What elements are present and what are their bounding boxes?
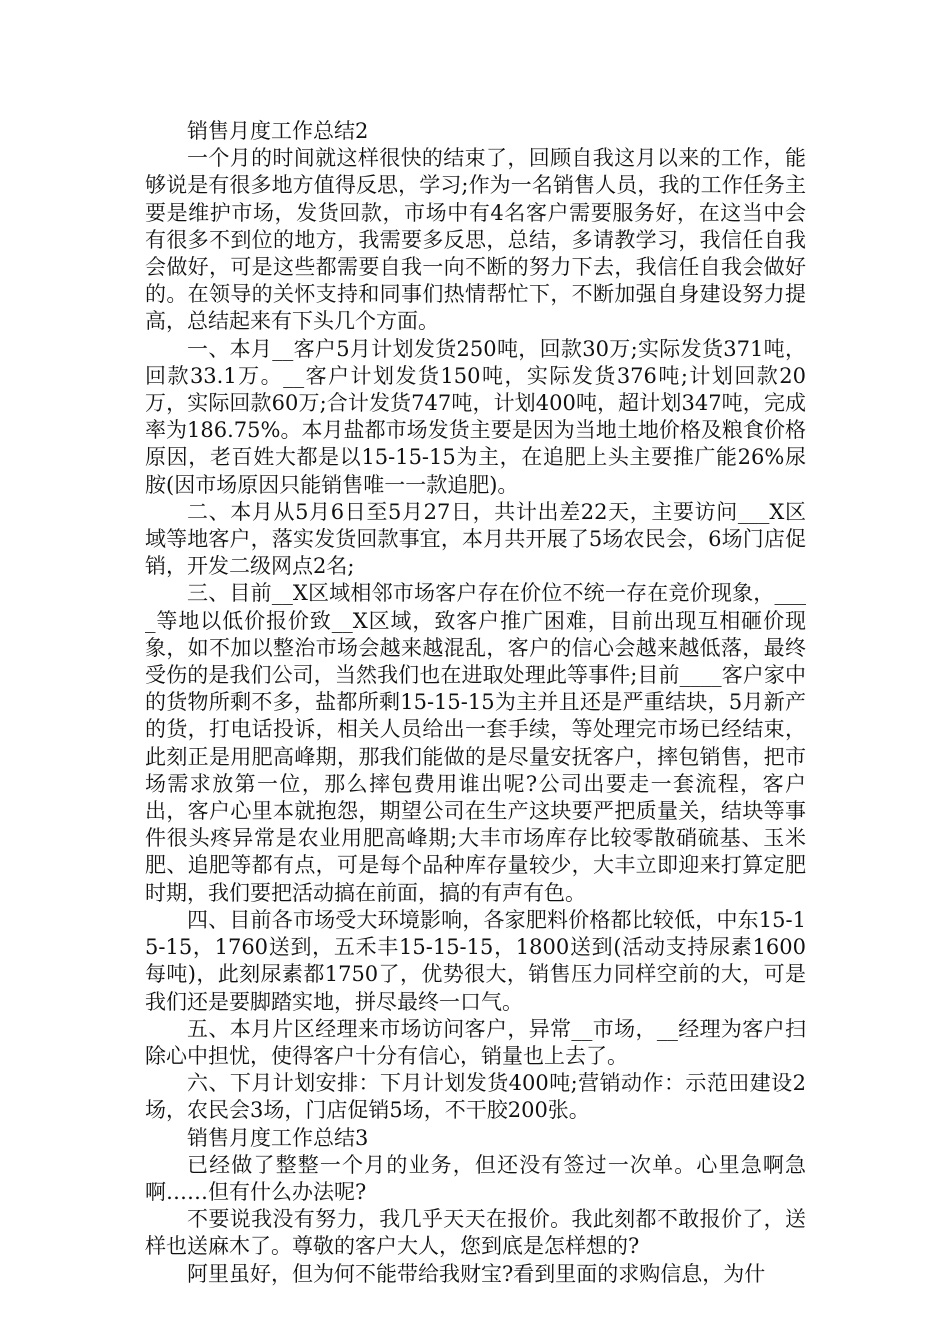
section-title: 销售月度工作总结2 bbox=[187, 119, 369, 143]
paragraph-item-5: 五、本月片区经理来市场访问客户，异常__市场，__经理为客户扫除心中担忧，使得客户十分有信心，销量也上去了。 bbox=[145, 1016, 806, 1068]
document-page bbox=[145, 118, 806, 1288]
paragraph: 阿里虽好，但为何不能带给我财宝?看到里面的求购信息，为什 bbox=[187, 1261, 766, 1286]
paragraph: 已经做了整整一个月的业务，但还没有签过一次单。心里急啊急啊……但有什么办法呢? bbox=[145, 1152, 806, 1204]
paragraph-item-6: 六、下月计划安排：下月计划发货400吨;营销动作：示范田建设2场，农民会3场，门店促销5场，不干胶200张。 bbox=[145, 1071, 806, 1123]
paragraph-item-1: 一、本月__客户5月计划发货250吨，回款30万;实际发货371吨，回款33.1万。__客户计划发货150吨，实际发货376吨;计划回款20万，实际回款60万;合计发货747吨，计划400吨，超计划347吨，完成率为186.75%。本月盐都市场发货主要是因为当地土地价格及粮食价格原因，老百姓大都是以15-15-15为主，在追肥上头主要推广能26%尿胺(因市场原因只能销售唯一一款追肥)。 bbox=[145, 336, 806, 497]
paragraph-item-4: 四、目前各市场受大环境影响，各家肥料价格都比较低，中东15-15-15，1760送到，五禾丰15-15-15，1800送到(活动支持尿素1600每吨)，此刻尿素都1750了，优势很大，销售压力同样空前的大，可是我们还是要脚踏实地，拼尽最终一口气。 bbox=[145, 907, 806, 1014]
section-title: 销售月度工作总结3 bbox=[187, 1125, 369, 1150]
paragraph-item-2: 二、本月从5月6日至5月27日，共计出差22天，主要访问___X区域等地客户，落实发货回款事宜，本月共开展了5场农民会，6场门店促销，开发二级网点2名; bbox=[145, 499, 806, 579]
section-summary-2 bbox=[145, 118, 806, 1125]
paragraph-item-3: 三、目前__X区域相邻市场客户存在价位不统一存在竞价现象，____等地以低价报价致__X区域，致客户推广困难，目前出现互相砸价现象，如不加以整治市场会越来越混乱，客户的信心会越来越低落，最终受伤的是我们公司，当然我们也在进取处理此等事件;目前____客户家中的货物所剩不多，盐都所剩15-15-15为主并且还是严重结块，5月新产的货，打电话投诉，相关人员给出一套手续，等处理完市场已经结束，此刻正是用肥高峰期，那我们能做的是尽量安抚客户，摔包销售，把市场需求放第一位，那么摔包费用谁出呢?公司出要走一套流程，客户出，客户心里本就抱怨，期望公司在生产这块要严把质量关，结块等事件很头疼异常是农业用肥高峰期;大丰市场库存比较零散硝硫基、玉米肥、追肥等都有点，可是每个品种库存量较少，大丰立即迎来打算定肥时期，我们要把活动搞在前面，搞的有声有色。 bbox=[145, 581, 806, 905]
section-summary-3 bbox=[145, 1125, 806, 1288]
paragraph-intro: 一个月的时间就这样很快的结束了，回顾自我这月以来的工作，能够说是有很多地方值得反思，学习;作为一名销售人员，我的工作任务主要是维护市场，发货回款，市场中有4名客户需要服务好，在这当中会有很多不到位的地方，我需要多反思，总结，多请教学习，我信任自我会做好，可是这些都需要自我一向不断的努力下去，我信任自我会做好的。在领导的关怀支持和同事们热情帮忙下，不断加强自身建设努力提高，总结起来有下头几个方面。 bbox=[145, 146, 806, 334]
paragraph: 不要说我没有努力，我几乎天天在报价。我此刻都不敢报价了，送样也送麻木了。尊敬的客户大人，您到底是怎样想的? bbox=[145, 1207, 806, 1259]
